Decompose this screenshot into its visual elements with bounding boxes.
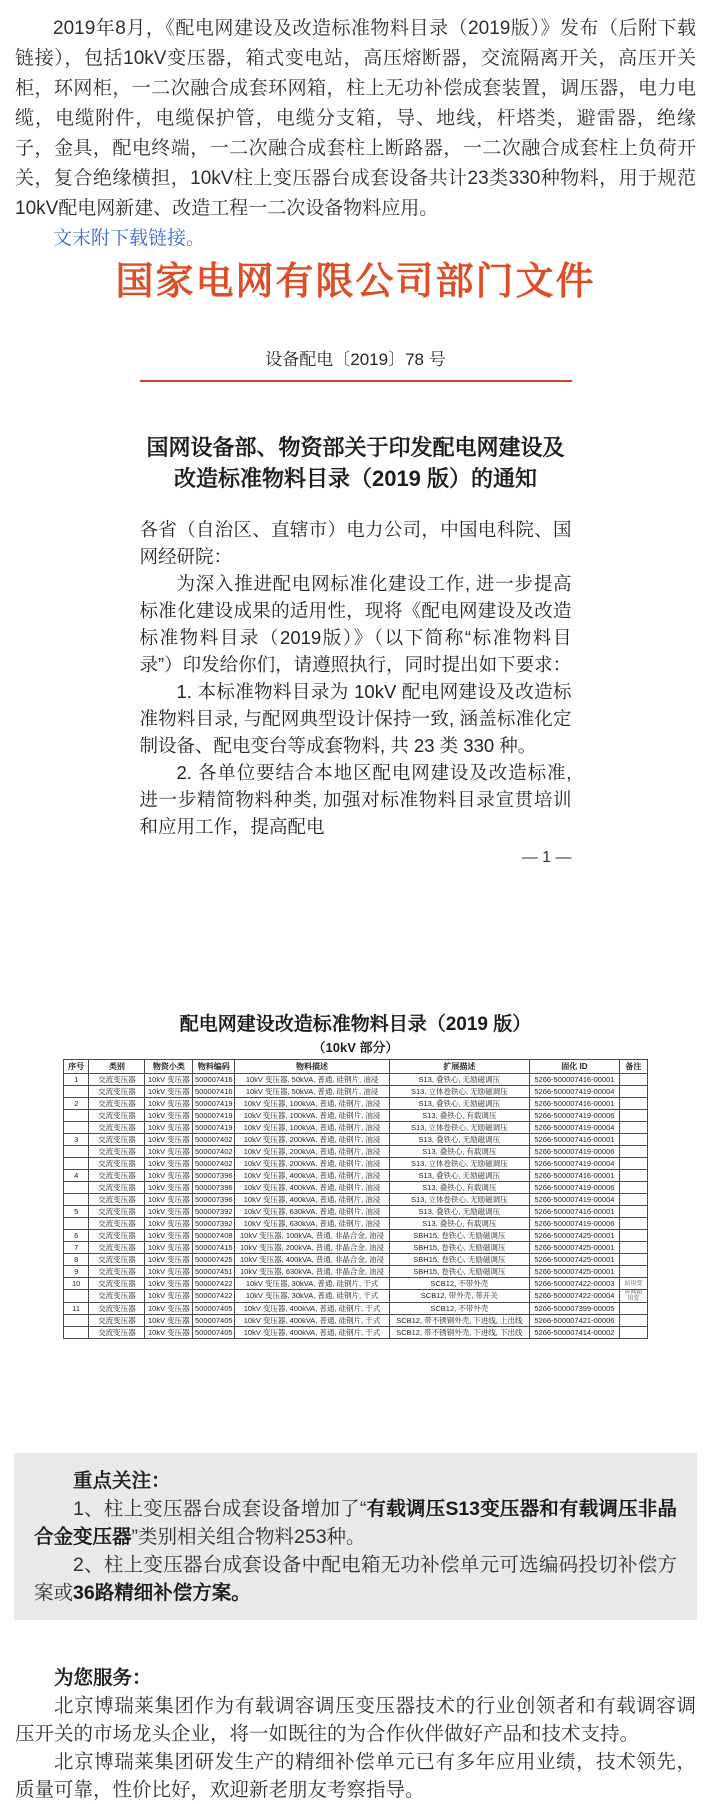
table-cell: SCB12, 不带外壳 <box>389 1303 529 1315</box>
table-cell: 5266-500007419-00006 <box>530 1146 620 1158</box>
table-cell: S13, 叠铁心, 无励磁调压 <box>389 1098 529 1110</box>
table-cell: 交流变压器 <box>89 1218 145 1230</box>
table-cell: 10kV 变压器 <box>145 1254 193 1266</box>
table-cell: S13, 叠铁心, 无励磁调压 <box>389 1206 529 1218</box>
table-row <box>64 1146 648 1158</box>
table-row <box>64 1074 648 1086</box>
table-cell: 500007402 <box>193 1146 235 1158</box>
highlight-item-1-bold: 有载调压S13变压器和有载调压非晶合金变压器 <box>34 1498 678 1548</box>
table-cell: SBH15, 卷铁心, 无励磁调压 <box>389 1266 529 1278</box>
table-cell: 10kV 变压器, 100kVA, 普通, 硅钢片, 油浸 <box>235 1110 389 1122</box>
table-column-header: 物资小类 <box>145 1060 193 1074</box>
notice-body <box>140 516 572 840</box>
table-cell: 500007405 <box>193 1315 235 1327</box>
table-cell: 10kV 变压器 <box>145 1194 193 1206</box>
table-cell: 10kV 变压器 <box>145 1266 193 1278</box>
table-cell: S13, 叠铁心, 无励磁调压 <box>389 1074 529 1086</box>
table-cell: 5266-500007414-00002 <box>530 1327 620 1339</box>
table-cell: S13, 叠铁心, 无励磁调压 <box>389 1170 529 1182</box>
table-cell: 10kV 变压器 <box>145 1182 193 1194</box>
table-cell: 500007451 <box>193 1266 235 1278</box>
table-cell: 10kV 变压器 <box>145 1327 193 1339</box>
table-cell: 10kV 变压器, 200kVA, 普通, 非晶合金, 油浸 <box>235 1242 389 1254</box>
table-row <box>64 1278 648 1290</box>
table-cell: 4 <box>64 1170 89 1182</box>
table-cell: 交流变压器 <box>89 1170 145 1182</box>
table-cell: 5266-500007416-00001 <box>530 1134 620 1146</box>
table-cell: 500007396 <box>193 1170 235 1182</box>
table-column-header: 物料编码 <box>193 1060 235 1074</box>
table-cell: 1 <box>64 1074 89 1086</box>
table-cell: 交流变压器 <box>89 1194 145 1206</box>
service-paragraph-2: 北京博瑞莱集团研发生产的精细补偿单元已有多年应用业绩，技术领先，质量可靠，性价比好，欢迎新老朋友考察指导。 <box>15 1751 696 1801</box>
table-row <box>64 1194 648 1206</box>
table-cell: 11 <box>64 1303 89 1315</box>
table-column-header: 固化 ID <box>530 1060 620 1074</box>
table-cell: S13, 立体卷铁心, 无励磁调压 <box>389 1086 529 1098</box>
table-cell: 交流变压器 <box>89 1327 145 1339</box>
table-cell: 交流变压器 <box>89 1098 145 1110</box>
table-cell: 10kV 变压器 <box>145 1315 193 1327</box>
table-cell <box>619 1122 647 1134</box>
table-cell: 5266-500007421-00006 <box>530 1315 620 1327</box>
table-cell <box>64 1086 89 1098</box>
table-cell: 500007416 <box>193 1086 235 1098</box>
table-cell: 交流变压器 <box>89 1182 145 1194</box>
table-cell: S13, 立体卷铁心, 无励磁调压 <box>389 1194 529 1206</box>
table-cell <box>619 1074 647 1086</box>
table-cell: 10kV 变压器, 400kVA, 普通, 硅钢片, 干式 <box>235 1327 389 1339</box>
table-cell <box>64 1122 89 1134</box>
highlight-item-2-bold: 36路精细补偿方案。 <box>73 1582 251 1604</box>
table-title: 配电网建设改造标准物料目录（2019 版） <box>179 1014 532 1035</box>
table-cell: 5266-500007416-00001 <box>530 1206 620 1218</box>
table-column-header: 类别 <box>89 1060 145 1074</box>
table-column-header: 物料描述 <box>235 1060 389 1074</box>
table-cell <box>64 1290 89 1303</box>
table-cell <box>619 1266 647 1278</box>
table-cell: 交流变压器 <box>89 1086 145 1098</box>
table-cell: 交流变压器 <box>89 1074 145 1086</box>
table-column-header: 序号 <box>64 1060 89 1074</box>
table-cell: 5266-500007416-00001 <box>530 1170 620 1182</box>
table-cell: 5266-500007399-00005 <box>530 1303 620 1315</box>
table-cell: 500007422 <box>193 1290 235 1303</box>
table-cell: 10kV 变压器 <box>145 1146 193 1158</box>
table-cell: 10kV 变压器, 400kVA, 普通, 非晶合金, 油浸 <box>235 1254 389 1266</box>
table-cell <box>619 1242 647 1254</box>
table-cell: 10kV 变压器, 400kVA, 普通, 硅钢片, 干式 <box>235 1315 389 1327</box>
table-cell <box>619 1158 647 1170</box>
notice-item-2: 2. 各单位要结合本地区配电网建设及改造标准, 进一步精简物料种类, 加强对标准物料目录宣贯培训和应用工作，提高配电 <box>139 762 572 837</box>
table-cell: 10kV 变压器, 200kVA, 普通, 硅钢片, 油浸 <box>235 1158 389 1170</box>
table-cell: 500007392 <box>193 1218 235 1230</box>
table-row <box>64 1266 648 1278</box>
table-cell: 5266-500007416-00001 <box>530 1074 620 1086</box>
table-cell <box>619 1182 647 1194</box>
table-cell: 10kV 变压器 <box>145 1074 193 1086</box>
highlight-item-1-text: 1、柱上变压器台成套设备增加了“ <box>73 1498 367 1520</box>
table-column-header: 备注 <box>619 1060 647 1074</box>
table-cell: 10kV 变压器 <box>145 1098 193 1110</box>
table-cell <box>619 1170 647 1182</box>
table-cell: 10kV 变压器, 400kVA, 普通, 硅钢片, 油浸 <box>235 1194 389 1206</box>
table-cell: 交流变压器 <box>89 1146 145 1158</box>
table-cell: 10kV 变压器 <box>145 1086 193 1098</box>
table-row <box>64 1218 648 1230</box>
table-cell: SBH15, 卷铁心, 无励磁调压 <box>389 1230 529 1242</box>
catalog-table-section <box>0 1012 711 1339</box>
table-cell: 5266-500007419-00006 <box>530 1110 620 1122</box>
table-cell: 交流变压器 <box>89 1242 145 1254</box>
table-cell: 5266-500007416-00001 <box>530 1098 620 1110</box>
notice-paragraph: 为深入推进配电网标准化建设工作, 进一步提高标准化建设成果的适用性，现将《配电网建设及改造标准物料目录（2019版）》（以下简称“标准物料目录”）印发给你们，请遵照执行，同时提出如下要求： <box>139 573 572 675</box>
table-cell: S13, 叠铁心, 有载调压 <box>389 1218 529 1230</box>
notice-salutation: 各省（自治区、直辖市）电力公司，中国电科院、国网经研院： <box>139 519 572 567</box>
table-cell: S13, 叠铁心, 有载调压 <box>389 1182 529 1194</box>
table-cell: 500007419 <box>193 1122 235 1134</box>
table-body <box>64 1074 648 1339</box>
table-row <box>64 1170 648 1182</box>
table-cell: 3 <box>64 1134 89 1146</box>
notice-title <box>0 432 711 494</box>
table-cell: 9 <box>64 1266 89 1278</box>
table-row <box>64 1327 648 1339</box>
material-table <box>63 1059 648 1339</box>
table-cell: 交流变压器 <box>89 1230 145 1242</box>
table-cell: 交流变压器 <box>89 1134 145 1146</box>
table-row <box>64 1230 648 1242</box>
table-cell: 交流变压器 <box>89 1158 145 1170</box>
table-cell <box>64 1158 89 1170</box>
table-row <box>64 1098 648 1110</box>
table-cell: 10kV 变压器 <box>145 1303 193 1315</box>
table-cell: 500007402 <box>193 1158 235 1170</box>
table-cell <box>619 1086 647 1098</box>
table-cell: S13, 立体卷铁心, 无励磁调压 <box>389 1122 529 1134</box>
table-cell: 10kV 变压器 <box>145 1290 193 1303</box>
table-cell <box>619 1206 647 1218</box>
table-cell: 500007405 <box>193 1303 235 1315</box>
table-row <box>64 1206 648 1218</box>
table-cell: 500007416 <box>193 1074 235 1086</box>
table-cell: 10kV 变压器, 100kVA, 普通, 硅钢片, 油浸 <box>235 1098 389 1110</box>
table-cell: 交流变压器 <box>89 1290 145 1303</box>
table-cell: 交流变压器 <box>89 1278 145 1290</box>
table-cell <box>619 1110 647 1122</box>
table-cell: 5266-500007422-00003 <box>530 1278 620 1290</box>
highlight-item-2 <box>34 1551 677 1607</box>
table-cell <box>619 1146 647 1158</box>
table-cell <box>619 1230 647 1242</box>
table-cell: 5266-500007419-00006 <box>530 1182 620 1194</box>
table-cell: 站用变 <box>619 1278 647 1290</box>
table-cell <box>64 1146 89 1158</box>
table-row <box>64 1158 648 1170</box>
table-cell: 5 <box>64 1206 89 1218</box>
table-cell: 10kV 变压器 <box>145 1206 193 1218</box>
table-cell: 10kV 变压器, 30kVA, 普通, 硅钢片, 干式 <box>235 1278 389 1290</box>
download-link[interactable]: 文末附下载链接。 <box>53 228 206 249</box>
table-row <box>64 1182 648 1194</box>
table-cell <box>619 1098 647 1110</box>
table-row <box>64 1134 648 1146</box>
table-subtitle: （10kV 部分） <box>312 1040 399 1055</box>
table-cell: 10kV 变压器, 400kVA, 普通, 硅钢片, 油浸 <box>235 1182 389 1194</box>
table-cell: 10kV 变压器 <box>145 1218 193 1230</box>
table-cell: 5266-500007425-00001 <box>530 1254 620 1266</box>
table-cell: 5266-500007425-00001 <box>530 1242 620 1254</box>
table-cell: 10kV 变压器 <box>145 1278 193 1290</box>
table-cell: 500007408 <box>193 1230 235 1242</box>
table-row <box>64 1290 648 1303</box>
table-column-header: 扩展描述 <box>389 1060 529 1074</box>
scanned-document <box>0 260 711 868</box>
table-cell: 10kV 变压器, 30kVA, 普通, 硅钢片, 干式 <box>235 1290 389 1303</box>
table-row <box>64 1242 648 1254</box>
table-cell: 交流变压器 <box>89 1254 145 1266</box>
table-cell: 10 <box>64 1278 89 1290</box>
table-cell: 交流变压器 <box>89 1266 145 1278</box>
table-cell: 500007419 <box>193 1098 235 1110</box>
table-cell: 10kV 变压器, 100kVA, 普通, 非晶合金, 油浸 <box>235 1230 389 1242</box>
table-cell: S13, 叠铁心, 有载调压 <box>389 1146 529 1158</box>
table-cell: 10kV 变压器, 630kVA, 普通, 硅钢片, 油浸 <box>235 1218 389 1230</box>
table-cell <box>64 1327 89 1339</box>
intro-paragraph: 2019年8月，《配电网建设及改造标准物料目录（2019版）》发布（后附下载链接），包括10kV变压器，箱式变电站，高压熔断器，交流隔离开关，高压开关柜，环网柜，一二次融合成套环网箱，柱上无功补偿成套装置，调压器，电力电缆，电缆附件，电缆保护管，电缆分支箱，导、地线，杆塔类，避雷器，绝缘子，金具，配电终端，一二次融合成套柱上断路器，一二次融合成套柱上负荷开关，复合绝缘横担，10kV柱上变压器台成套设备共计23类330种物料，用于规范10kV配电网新建、改造工程一二次设备物料应用。 <box>15 18 696 219</box>
service-section <box>15 1664 696 1804</box>
table-cell: 10kV 变压器, 630kVA, 普通, 硅钢片, 油浸 <box>235 1206 389 1218</box>
page-number: — 1 — <box>521 849 572 866</box>
table-cell: 10kV 变压器, 400kVA, 普通, 硅钢片, 油浸 <box>235 1170 389 1182</box>
table-cell: 10kV 变压器 <box>145 1158 193 1170</box>
table-row <box>64 1122 648 1134</box>
table-cell: 500007422 <box>193 1278 235 1290</box>
table-header-row <box>64 1060 648 1074</box>
red-divider-rule <box>140 380 572 382</box>
table-cell: 交流变压器 <box>89 1315 145 1327</box>
table-cell: SCB12, 带不锈钢外壳, 下进线, 下出线 <box>389 1327 529 1339</box>
table-row <box>64 1303 648 1315</box>
table-cell <box>619 1315 647 1327</box>
table-cell: 10kV 变压器 <box>145 1242 193 1254</box>
table-cell: 10kV 变压器, 400kVA, 普通, 硅钢片, 干式 <box>235 1303 389 1315</box>
notice-title-line2: 改造标准物料目录（2019 版）的通知 <box>173 466 538 491</box>
table-cell: 交流变压器 <box>89 1122 145 1134</box>
table-cell: 8 <box>64 1254 89 1266</box>
table-cell <box>64 1315 89 1327</box>
table-row <box>64 1086 648 1098</box>
document-number: 设备配电〔2019〕78 号 <box>265 350 446 369</box>
table-cell: S13, 叠铁心, 有载调压 <box>389 1110 529 1122</box>
highlight-item-1 <box>34 1495 677 1551</box>
table-cell: SCB12, 带不锈钢外壳, 下进线, 上出线 <box>389 1315 529 1327</box>
table-cell <box>64 1182 89 1194</box>
table-cell: 7 <box>64 1242 89 1254</box>
table-cell <box>619 1303 647 1315</box>
table-cell: SCB12, 带外壳, 带开关 <box>389 1290 529 1303</box>
table-cell: 10kV 变压器 <box>145 1122 193 1134</box>
table-cell: 10kV 变压器, 50kVA, 普通, 硅钢片, 油浸 <box>235 1086 389 1098</box>
table-cell: SCB12, 不带外壳 <box>389 1278 529 1290</box>
table-cell: 500007396 <box>193 1194 235 1206</box>
table-row <box>64 1110 648 1122</box>
document-org-title: 国家电网有限公司部门文件 <box>115 261 596 303</box>
table-cell: 5266-500007425-00001 <box>530 1230 620 1242</box>
table-cell <box>64 1194 89 1206</box>
table-cell: 交流变压器 <box>89 1110 145 1122</box>
highlight-box <box>14 1453 697 1620</box>
table-cell: 5266-500007422-00004 <box>530 1290 620 1303</box>
table-cell <box>619 1327 647 1339</box>
table-cell: SBH15, 卷铁心, 无励磁调压 <box>389 1242 529 1254</box>
table-cell: 6 <box>64 1230 89 1242</box>
table-cell: 交流变压器 <box>89 1303 145 1315</box>
article-page <box>0 14 711 1804</box>
table-cell: 10kV 变压器, 100kVA, 普通, 硅钢片, 油浸 <box>235 1122 389 1134</box>
table-cell: 5266-500007419-00004 <box>530 1122 620 1134</box>
table-cell: 环网箱 用变 <box>619 1290 647 1303</box>
table-cell: 10kV 变压器 <box>145 1230 193 1242</box>
highlight-heading: 重点关注： <box>73 1470 171 1492</box>
table-cell <box>619 1134 647 1146</box>
notice-item-1: 1. 本标准物料目录为 10kV 配电网建设及改造标准物料目录, 与配网典型设计保持一致, 涵盖标准化定制设备、配电变台等成套物料, 共 23 类 330 种。 <box>139 681 572 756</box>
table-cell: S13, 立体卷铁心, 无励磁调压 <box>389 1158 529 1170</box>
table-cell: 500007425 <box>193 1254 235 1266</box>
table-cell <box>619 1218 647 1230</box>
table-cell: 10kV 变压器, 50kVA, 普通, 硅钢片, 油浸 <box>235 1074 389 1086</box>
table-cell: 10kV 变压器 <box>145 1134 193 1146</box>
table-cell: 10kV 变压器, 630kVA, 普通, 非晶合金, 油浸 <box>235 1266 389 1278</box>
table-cell: 5266-500007419-00004 <box>530 1194 620 1206</box>
table-cell: SBH15, 卷铁心, 无励磁调压 <box>389 1254 529 1266</box>
table-cell: 500007419 <box>193 1110 235 1122</box>
table-cell: 500007396 <box>193 1182 235 1194</box>
table-cell: 5266-500007419-00004 <box>530 1086 620 1098</box>
table-cell <box>64 1110 89 1122</box>
table-cell: 10kV 变压器 <box>145 1110 193 1122</box>
table-cell: 交流变压器 <box>89 1206 145 1218</box>
table-cell: 10kV 变压器, 200kVA, 普通, 硅钢片, 油浸 <box>235 1146 389 1158</box>
table-cell: 500007405 <box>193 1327 235 1339</box>
table-row <box>64 1315 648 1327</box>
notice-title-line1: 国网设备部、物资部关于印发配电网建设及 <box>146 435 565 460</box>
table-cell: 500007415 <box>193 1242 235 1254</box>
table-cell: 10kV 变压器, 200kVA, 普通, 硅钢片, 油浸 <box>235 1134 389 1146</box>
service-paragraph-1: 北京博瑞莱集团作为有载调容调压变压器技术的行业创领者和有载调容调压开关的市场龙头企业，将一如既往的为合作伙伴做好产品和技术支持。 <box>15 1695 696 1745</box>
table-cell: 500007402 <box>193 1134 235 1146</box>
table-cell: 5266-500007425-00001 <box>530 1266 620 1278</box>
table-cell: 5266-500007419-00004 <box>530 1158 620 1170</box>
service-heading: 为您服务： <box>54 1667 152 1689</box>
table-row <box>64 1254 648 1266</box>
table-cell: 5266-500007419-00006 <box>530 1218 620 1230</box>
highlight-item-1-tail: ”类别相关组合物料253种。 <box>131 1526 366 1548</box>
table-cell <box>619 1194 647 1206</box>
table-cell: 10kV 变压器 <box>145 1170 193 1182</box>
table-cell: 500007392 <box>193 1206 235 1218</box>
table-cell <box>619 1254 647 1266</box>
highlight-item-2-text: 2、柱上变压器台成套设备中配电箱无功补偿单元可选编码投切补偿方案或 <box>34 1554 677 1604</box>
table-cell: 2 <box>64 1098 89 1110</box>
table-cell <box>64 1218 89 1230</box>
table-cell: S13, 叠铁心, 无励磁调压 <box>389 1134 529 1146</box>
